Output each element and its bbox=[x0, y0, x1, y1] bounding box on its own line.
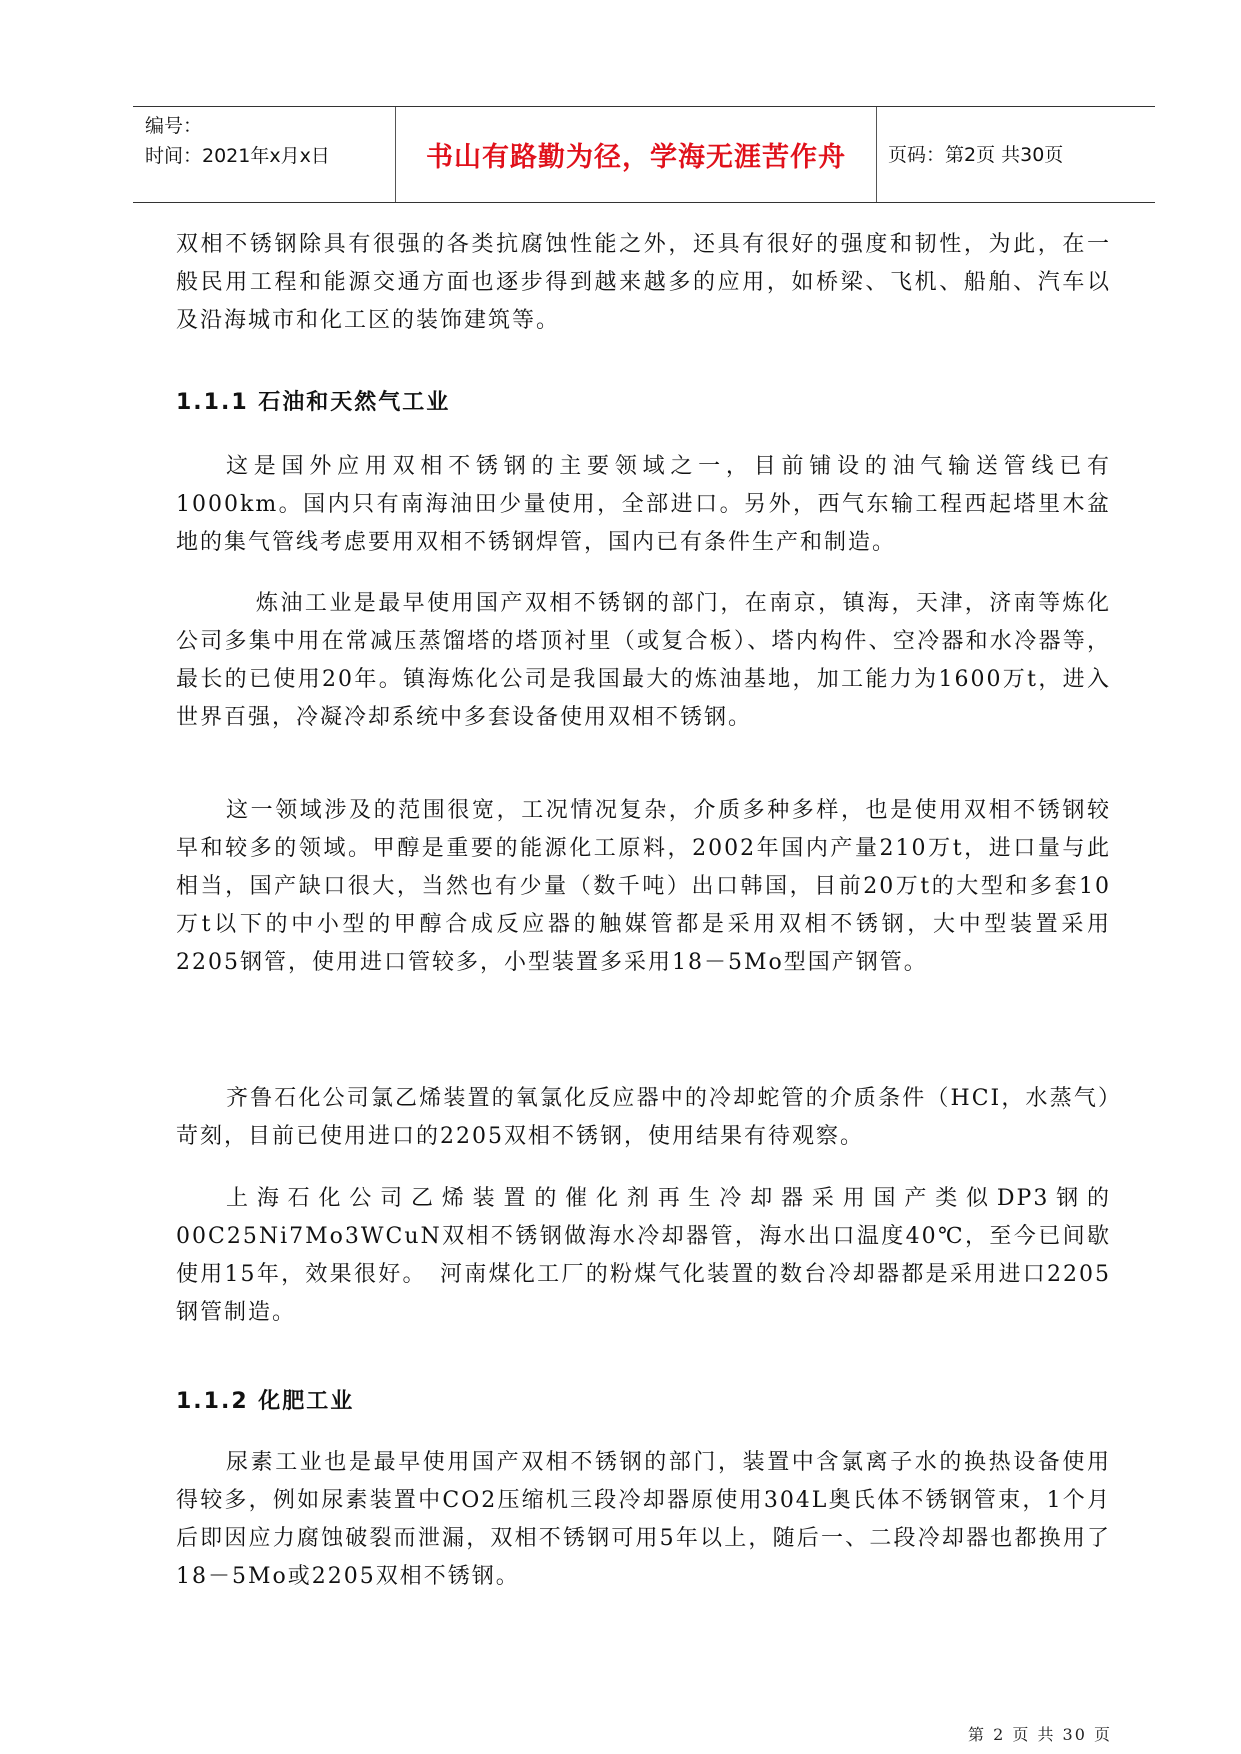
header-motto: 书山有路勤为径，学海无涯苦作舟 bbox=[426, 142, 846, 173]
paragraph-refining: 炼油工业是最早使用国产双相不锈钢的部门，在南京，镇海，天津，济南等炼化公司多集中用在常减压蒸馏塔的塔顶衬里（或复合板）、塔内构件、空冷器和水冷器等，最长的已使用20年。镇海炼化公司是我国最大的炼油基地，加工能力为1600万t，进入世界百强，冷凝冷却系统中多套设备使用双相不锈钢。 bbox=[176, 591, 1111, 730]
paragraph-methanol: 这一领域涉及的范围很宽，工况情况复杂，介质多种多样，也是使用双相不锈钢较早和较多的领域。甲醇是重要的能源化工原料，2002年国内产量210万t，进口量与此相当，国产缺口很大，当然也有少量（数千吨）出口韩国，目前20万t的大型和多套10万t以下的中小型的甲醇合成反应器的触媒管都是采用双相不锈钢，大中型装置采用2205钢管，使用进口管较多，小型装置多采用18－5Mo型国产钢管。 bbox=[176, 798, 1111, 975]
page-header bbox=[133, 106, 1155, 203]
paragraph-qilu: 齐鲁石化公司氯乙烯装置的氧氯化反应器中的冷却蛇管的介质条件（HCI，水蒸气）苛刻，目前已使用进口的2205双相不锈钢，使用结果有待观察。 bbox=[176, 1086, 1111, 1149]
header-page-number: 页码：第2页 共30页 bbox=[888, 144, 1064, 166]
paragraph-shanghai: 上海石化公司乙烯装置的催化剂再生冷却器采用国产类似DP3钢的00C25Ni7Mo3WCuN双相不锈钢做海水冷却器管，海水出口温度40℃，至今已间歇使用15年，效果很好。 河南煤化工厂的粉煤气化装置的数台冷却器都是采用进口2205钢管制造。 bbox=[176, 1186, 1111, 1325]
page-footer: 第 2 页 共 30 页 bbox=[968, 1725, 1112, 1744]
document-code-label: 编号： bbox=[145, 115, 203, 137]
paragraph-oil-gas: 这是国外应用双相不锈钢的主要领域之一，目前铺设的油气输送管线已有1000km。国内只有南海油田少量使用，全部进口。另外，西气东输工程西起塔里木盆地的集气管线考虑要用双相不锈钢焊管，国内已有条件生产和制造。 bbox=[176, 454, 1111, 555]
paragraph-urea: 尿素工业也是最早使用国产双相不锈钢的部门，装置中含氯离子水的换热设备使用得较多，例如尿素装置中CO2压缩机三段冷却器原使用304L奥氏体不锈钢管束，1个月后即因应力腐蚀破裂而泄漏，双相不锈钢可用5年以上，随后一、二段冷却器也都换用了18－5Mo或2205双相不锈钢。 bbox=[176, 1450, 1111, 1589]
paragraph-intro: 双相不锈钢除具有很强的各类抗腐蚀性能之外，还具有很好的强度和韧性，为此，在一般民用工程和能源交通方面也逐步得到越来越多的应用，如桥梁、飞机、船舶、汽车以及沿海城市和化工区的装饰建筑等。 bbox=[176, 232, 1111, 333]
header-divider bbox=[876, 107, 877, 202]
section-heading-fertilizer: 1.1.2 化肥工业 bbox=[176, 1389, 355, 1414]
section-heading-oil-gas: 1.1.1 石油和天然气工业 bbox=[176, 390, 451, 415]
header-meta bbox=[145, 111, 330, 171]
document-time-label: 时间：2021年x月x日 bbox=[145, 145, 330, 167]
